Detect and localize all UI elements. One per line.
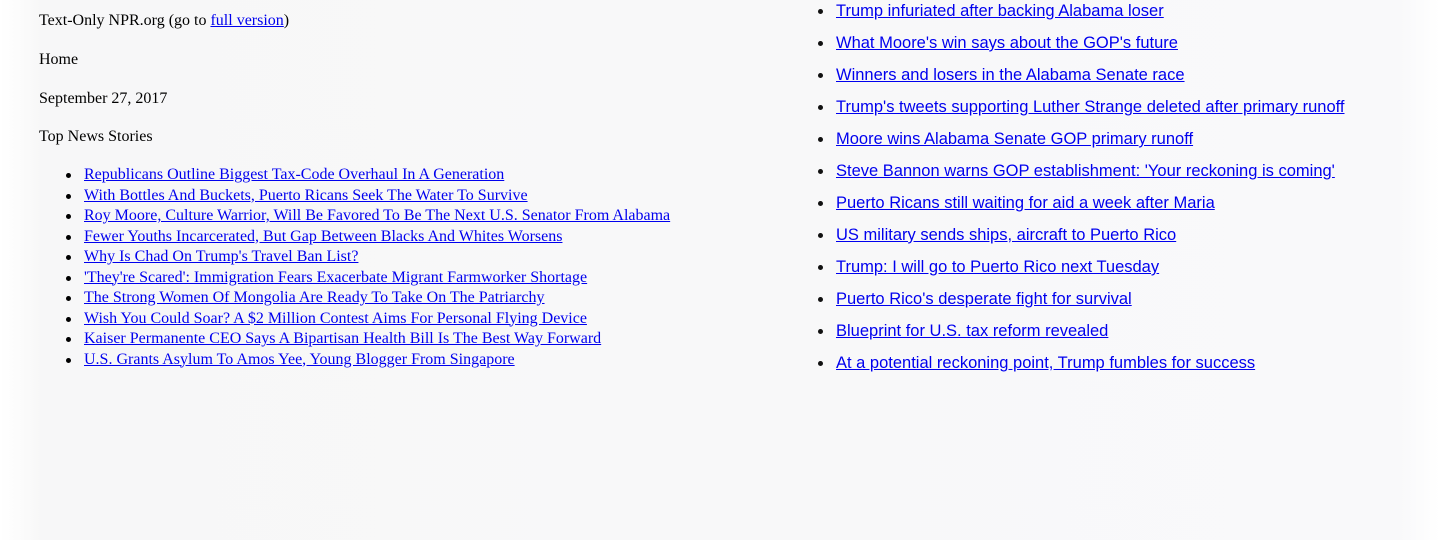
side-story-link[interactable]: Moore wins Alabama Senate GOP primary runoff <box>836 130 1194 148</box>
list-item <box>84 288 670 309</box>
side-story-link[interactable]: At a potential reckoning point, Trump fumbles for success <box>836 354 1256 372</box>
list-item <box>84 165 670 186</box>
site-prefix: Text-Only NPR.org (go to <box>39 12 211 29</box>
story-link[interactable]: Kaiser Permanente CEO Says A Bipartisan Health Bill Is The Best Way Forward <box>84 330 602 347</box>
list-item <box>836 352 1345 384</box>
list-item <box>84 350 670 371</box>
list-item <box>836 160 1345 192</box>
side-story-link[interactable]: US military sends ships, aircraft to Puerto Rico <box>836 226 1177 244</box>
side-story-link[interactable]: Steve Bannon warns GOP establishment: 'Your reckoning is coming' <box>836 162 1335 180</box>
side-story-link[interactable]: Trump's tweets supporting Luther Strange deleted after primary runoff <box>836 98 1345 116</box>
list-item <box>836 288 1345 320</box>
side-stories-list <box>836 0 1345 384</box>
list-item <box>84 206 670 227</box>
story-link[interactable]: Fewer Youths Incarcerated, But Gap Between Blacks And Whites Worsens <box>84 227 563 245</box>
section-title: Top News Stories <box>39 128 153 145</box>
list-item <box>836 128 1345 160</box>
side-story-link[interactable]: Winners and losers in the Alabama Senate race <box>836 66 1185 84</box>
top-stories-list <box>84 165 670 370</box>
list-item <box>84 309 670 330</box>
story-link[interactable]: The Strong Women Of Mongolia Are Ready To Take On The Patriarchy <box>84 289 545 306</box>
side-story-link[interactable]: Puerto Rico's desperate fight for survival <box>836 290 1132 308</box>
date-label: September 27, 2017 <box>39 90 168 107</box>
home-label: Home <box>39 51 79 68</box>
list-item <box>836 0 1345 32</box>
list-item <box>836 96 1345 128</box>
list-item <box>836 224 1345 256</box>
full-version-link[interactable]: full version <box>210 12 284 29</box>
list-item <box>84 227 670 248</box>
side-story-link[interactable]: Blueprint for U.S. tax reform revealed <box>836 322 1109 340</box>
site-suffix: ) <box>283 12 290 29</box>
side-stories-panel <box>836 0 1436 540</box>
site-header-line <box>39 11 289 31</box>
list-item <box>836 64 1345 96</box>
list-item <box>836 320 1345 352</box>
story-link[interactable]: Republicans Outline Biggest Tax-Code Overhaul In A Generation <box>84 166 505 183</box>
side-story-link[interactable]: Trump infuriated after backing Alabama loser <box>836 2 1164 20</box>
side-story-link[interactable]: Trump: I will go to Puerto Rico next Tuesday <box>836 258 1160 276</box>
side-story-link[interactable]: What Moore's win says about the GOP's future <box>836 34 1178 52</box>
story-link[interactable]: With Bottles And Buckets, Puerto Ricans Seek The Water To Survive <box>84 186 528 204</box>
list-item <box>84 329 670 350</box>
list-item <box>836 32 1345 64</box>
story-link[interactable]: Roy Moore, Culture Warrior, Will Be Favored To Be The Next U.S. Senator From Alabama <box>84 207 671 224</box>
list-item <box>84 186 670 207</box>
list-item <box>84 247 670 268</box>
list-item <box>836 256 1345 288</box>
side-story-link[interactable]: Puerto Ricans still waiting for aid a week after Maria <box>836 194 1215 212</box>
list-item <box>84 268 670 289</box>
list-item <box>836 192 1345 224</box>
story-link[interactable]: Why Is Chad On Trump's Travel Ban List? <box>84 248 359 265</box>
story-link[interactable]: 'They're Scared': Immigration Fears Exacerbate Migrant Farmworker Shortage <box>84 268 588 286</box>
story-link[interactable]: U.S. Grants Asylum To Amos Yee, Young Blogger From Singapore <box>84 350 515 368</box>
story-link[interactable]: Wish You Could Soar? A $2 Million Contest Aims For Personal Flying Device <box>84 309 587 327</box>
